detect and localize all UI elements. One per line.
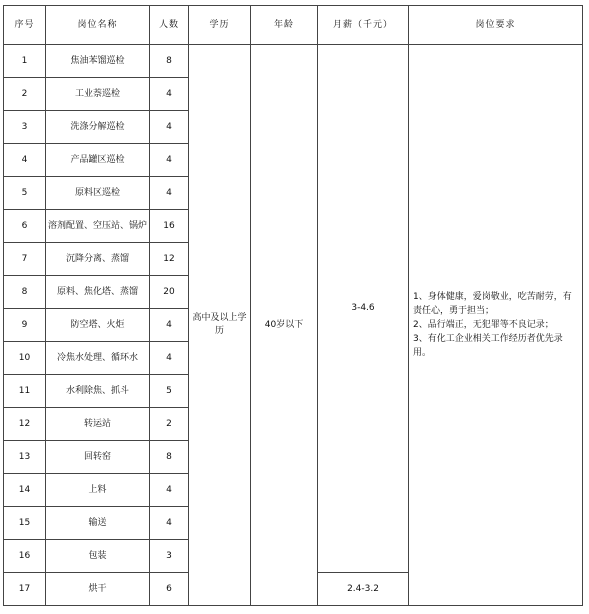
row-position-name: 输送 [46,507,150,540]
row-seq: 17 [4,573,46,606]
row-position-name: 冷焦水处理、循环水 [46,342,150,375]
row-count: 4 [150,507,189,540]
row-position-name: 烘干 [46,573,150,606]
row-seq: 9 [4,309,46,342]
requirements-cell [409,45,583,606]
row-position-name: 工业萘巡检 [46,78,150,111]
header-education: 学历 [189,6,251,45]
row-seq: 4 [4,144,46,177]
row-seq: 7 [4,243,46,276]
row-seq: 15 [4,507,46,540]
row-count: 4 [150,78,189,111]
row-seq: 11 [4,375,46,408]
row-position-name: 水利除焦、抓斗 [46,375,150,408]
row-seq: 10 [4,342,46,375]
requirement-line: 3、有化工企业相关工作经历者优先录用。 [413,334,563,358]
row-count: 8 [150,45,189,78]
row-count: 4 [150,111,189,144]
row-position-name: 焦油苯馏巡检 [46,45,150,78]
row-position-name: 洗涤分解巡检 [46,111,150,144]
age-cell: 40岁以下 [251,45,318,606]
row-count: 5 [150,375,189,408]
table-row [4,45,583,78]
row-count: 4 [150,342,189,375]
row-position-name: 溶剂配置、空压站、锅炉 [46,210,150,243]
salary-main-cell: 3-4.6 [318,45,409,573]
row-seq: 12 [4,408,46,441]
row-seq: 5 [4,177,46,210]
row-seq: 6 [4,210,46,243]
header-seq: 序号 [4,6,46,45]
header-requirements: 岗位要求 [409,6,583,45]
row-position-name: 原料、焦化塔、蒸馏 [46,276,150,309]
header-row [4,6,583,45]
row-seq: 14 [4,474,46,507]
header-position: 岗位名称 [46,6,150,45]
salary-last-cell: 2.4-3.2 [318,573,409,606]
row-seq: 1 [4,45,46,78]
row-count: 16 [150,210,189,243]
row-seq: 3 [4,111,46,144]
row-seq: 13 [4,441,46,474]
row-count: 3 [150,540,189,573]
header-age: 年龄 [251,6,318,45]
row-count: 20 [150,276,189,309]
row-position-name: 回转窑 [46,441,150,474]
row-count: 4 [150,144,189,177]
requirement-line: 2、品行端正，无犯罪等不良记录； [413,320,554,330]
row-count: 6 [150,573,189,606]
header-count: 人数 [150,6,189,45]
row-count: 4 [150,474,189,507]
job-table-document [3,5,583,606]
row-position-name: 转运站 [46,408,150,441]
row-position-name: 沉降分离、蒸馏 [46,243,150,276]
row-position-name: 防空塔、火炬 [46,309,150,342]
row-count: 8 [150,441,189,474]
education-cell: 高中及以上学历 [189,45,251,606]
row-count: 4 [150,309,189,342]
row-count: 2 [150,408,189,441]
row-position-name: 原料区巡检 [46,177,150,210]
row-position-name: 产品罐区巡检 [46,144,150,177]
row-seq: 16 [4,540,46,573]
job-table [3,5,583,606]
header-salary: 月薪（千元） [318,6,409,45]
row-count: 4 [150,177,189,210]
row-position-name: 上料 [46,474,150,507]
requirement-line: 1、身体健康，爱岗敬业，吃苦耐劳，有责任心，勇于担当； [413,292,572,316]
row-count: 12 [150,243,189,276]
row-seq: 2 [4,78,46,111]
row-position-name: 包装 [46,540,150,573]
row-seq: 8 [4,276,46,309]
